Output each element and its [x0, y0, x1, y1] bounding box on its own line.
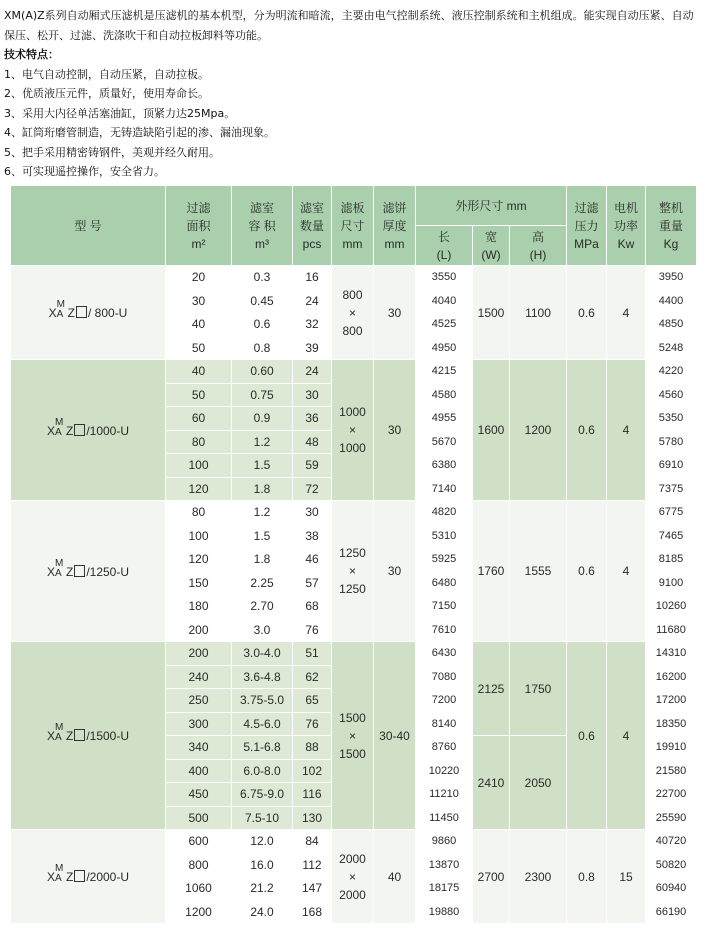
weight-cell: 7375	[646, 477, 697, 501]
header-weight: 整机 重量 Kg	[646, 186, 697, 266]
area-cell: 30	[166, 289, 232, 313]
area-cell: 340	[166, 736, 232, 760]
header-model: 型 号	[11, 186, 166, 266]
area-cell: 1200	[166, 900, 232, 924]
power-cell: 4	[607, 266, 646, 360]
count-cell: 36	[293, 407, 332, 431]
weight-cell: 40720	[646, 830, 697, 854]
length-cell: 8140	[416, 712, 473, 736]
area-cell: 300	[166, 712, 232, 736]
length-cell: 4215	[416, 360, 473, 384]
area-cell: 40	[166, 313, 232, 337]
length-cell: 10220	[416, 759, 473, 783]
weight-cell: 4220	[646, 360, 697, 384]
length-cell: 6380	[416, 454, 473, 478]
power-cell: 4	[607, 501, 646, 642]
header-row	[11, 186, 697, 226]
volume-cell: 2.25	[232, 571, 293, 595]
area-cell: 450	[166, 783, 232, 807]
volume-cell: 0.6	[232, 313, 293, 337]
count-cell: 116	[293, 783, 332, 807]
area-cell: 80	[166, 501, 232, 525]
height-cell: 2050	[510, 736, 567, 830]
feature-2: 2、优质液压元件，质量好，使用寿命长。	[4, 87, 209, 100]
count-cell: 48	[293, 430, 332, 454]
length-cell: 9860	[416, 830, 473, 854]
volume-cell: 4.5-6.0	[232, 712, 293, 736]
area-cell: 20	[166, 266, 232, 290]
count-cell: 46	[293, 548, 332, 572]
volume-cell: 24.0	[232, 900, 293, 924]
area-cell: 240	[166, 665, 232, 689]
pressure-cell: 0.6	[567, 266, 607, 360]
weight-cell: 4560	[646, 383, 697, 407]
volume-cell: 3.6-4.8	[232, 665, 293, 689]
height-cell: 1750	[510, 642, 567, 736]
length-cell: 7610	[416, 618, 473, 642]
weight-cell: 18350	[646, 712, 697, 736]
count-cell: 32	[293, 313, 332, 337]
intro-paragraph: XM(A)Z系列自动厢式压滤机是压滤机的基本机型，分为明流和暗流，主要由电气控制系统、液压控制系统和主机组成。能实现自动压紧、自动保压、松开、过滤、洗涤吹干和自动拉板卸料等功能。	[4, 9, 694, 42]
volume-cell: 0.60	[232, 360, 293, 384]
width-cell: 2700	[473, 830, 510, 924]
weight-cell: 9100	[646, 571, 697, 595]
box-symbol	[74, 870, 85, 882]
length-cell: 7080	[416, 665, 473, 689]
table-row	[11, 830, 697, 854]
volume-cell: 7.5-10	[232, 806, 293, 830]
weight-cell: 17200	[646, 689, 697, 713]
volume-cell: 0.75	[232, 383, 293, 407]
spec-table-body	[11, 266, 697, 924]
length-cell: 11210	[416, 783, 473, 807]
power-cell: 4	[607, 642, 646, 830]
weight-cell: 25590	[646, 806, 697, 830]
plate-size-cell: 800 × 800	[332, 266, 374, 360]
volume-cell: 1.2	[232, 501, 293, 525]
weight-cell: 50820	[646, 853, 697, 877]
intro-section	[4, 6, 704, 182]
length-cell: 8760	[416, 736, 473, 760]
header-power: 电机 功率 Kw	[607, 186, 646, 266]
box-symbol	[74, 729, 85, 741]
weight-cell: 5350	[646, 407, 697, 431]
pressure-cell: 0.6	[567, 501, 607, 642]
length-cell: 4820	[416, 501, 473, 525]
weight-cell: 10260	[646, 595, 697, 619]
weight-cell: 6910	[646, 454, 697, 478]
volume-cell: 2.70	[232, 595, 293, 619]
height-cell: 1100	[510, 266, 567, 360]
feature-3: 3、采用大内径单活塞油缸，顶紧力达25Mpa。	[4, 106, 236, 120]
weight-cell: 4850	[646, 313, 697, 337]
volume-cell: 5.1-6.8	[232, 736, 293, 760]
plate-size-cell: 1250 × 1250	[332, 501, 374, 642]
length-cell: 7200	[416, 689, 473, 713]
area-cell: 250	[166, 689, 232, 713]
feature-5: 5、把手采用精密铸钢件，美观并经久耐用。	[4, 145, 220, 159]
header-plate: 滤板 尺寸 mm	[332, 186, 374, 266]
weight-cell: 22700	[646, 783, 697, 807]
count-cell: 72	[293, 477, 332, 501]
feature-4: 4、缸筒珩磨管制造，无铸造缺陷引起的渗、漏油现象。	[4, 126, 275, 139]
area-cell: 1060	[166, 877, 232, 901]
area-cell: 800	[166, 853, 232, 877]
volume-cell: 3.0	[232, 618, 293, 642]
area-cell: 200	[166, 642, 232, 666]
area-cell: 40	[166, 360, 232, 384]
table-row	[11, 360, 697, 384]
area-cell: 600	[166, 830, 232, 854]
power-cell: 15	[607, 830, 646, 924]
pressure-cell: 0.6	[567, 360, 607, 501]
header-width: 宽 (W)	[473, 226, 510, 266]
volume-cell: 12.0	[232, 830, 293, 854]
length-cell: 3550	[416, 266, 473, 290]
count-cell: 57	[293, 571, 332, 595]
width-cell: 1760	[473, 501, 510, 642]
volume-cell: 1.8	[232, 548, 293, 572]
count-cell: 38	[293, 524, 332, 548]
count-cell: 30	[293, 501, 332, 525]
model-cell: X M A Z /1000-U	[11, 360, 166, 501]
length-cell: 18175	[416, 877, 473, 901]
weight-cell: 7465	[646, 524, 697, 548]
weight-cell: 8185	[646, 548, 697, 572]
area-cell: 80	[166, 430, 232, 454]
weight-cell: 21580	[646, 759, 697, 783]
volume-cell: 0.3	[232, 266, 293, 290]
area-cell: 50	[166, 383, 232, 407]
weight-cell: 11680	[646, 618, 697, 642]
width-cell: 1500	[473, 266, 510, 360]
header-pressure: 过滤 压力 MPa	[567, 186, 607, 266]
header-area: 过滤 面积 m²	[166, 186, 232, 266]
volume-cell: 1.5	[232, 524, 293, 548]
header-height: 高 (H)	[510, 226, 567, 266]
volume-cell: 1.5	[232, 454, 293, 478]
count-cell: 88	[293, 736, 332, 760]
volume-cell: 3.75-5.0	[232, 689, 293, 713]
volume-cell: 1.8	[232, 477, 293, 501]
table-row	[11, 266, 697, 290]
count-cell: 76	[293, 712, 332, 736]
cake-thickness-cell: 30-40	[374, 642, 416, 830]
count-cell: 65	[293, 689, 332, 713]
pressure-cell: 0.6	[567, 642, 607, 830]
weight-cell: 66190	[646, 900, 697, 924]
box-symbol	[74, 424, 85, 436]
pressure-cell: 0.8	[567, 830, 607, 924]
count-cell: 24	[293, 360, 332, 384]
header-length: 长 (L)	[416, 226, 473, 266]
volume-cell: 0.45	[232, 289, 293, 313]
area-cell: 200	[166, 618, 232, 642]
plate-size-cell: 2000 × 2000	[332, 830, 374, 924]
count-cell: 68	[293, 595, 332, 619]
box-symbol	[74, 565, 85, 577]
count-cell: 16	[293, 266, 332, 290]
count-cell: 30	[293, 383, 332, 407]
length-cell: 4950	[416, 336, 473, 360]
count-cell: 59	[293, 454, 332, 478]
area-cell: 120	[166, 548, 232, 572]
length-cell: 5670	[416, 430, 473, 454]
length-cell: 6480	[416, 571, 473, 595]
area-cell: 500	[166, 806, 232, 830]
count-cell: 39	[293, 336, 332, 360]
header-volume: 滤室 容 积 m³	[232, 186, 293, 266]
volume-cell: 6.0-8.0	[232, 759, 293, 783]
spec-table	[10, 185, 697, 924]
volume-cell: 16.0	[232, 853, 293, 877]
weight-cell: 5248	[646, 336, 697, 360]
area-cell: 50	[166, 336, 232, 360]
weight-cell: 19910	[646, 736, 697, 760]
volume-cell: 0.9	[232, 407, 293, 431]
count-cell: 24	[293, 289, 332, 313]
volume-cell: 6.75-9.0	[232, 783, 293, 807]
count-cell: 130	[293, 806, 332, 830]
area-cell: 100	[166, 524, 232, 548]
power-cell: 4	[607, 360, 646, 501]
header-dimensions: 外形尺寸 mm	[416, 186, 567, 226]
weight-cell: 3950	[646, 266, 697, 290]
width-cell: 2125	[473, 642, 510, 736]
weight-cell: 4400	[646, 289, 697, 313]
header-count: 滤室 数量 pcs	[293, 186, 332, 266]
table-row	[11, 501, 697, 525]
area-cell: 60	[166, 407, 232, 431]
count-cell: 102	[293, 759, 332, 783]
weight-cell: 5780	[646, 430, 697, 454]
cake-thickness-cell: 30	[374, 266, 416, 360]
length-cell: 11450	[416, 806, 473, 830]
length-cell: 5310	[416, 524, 473, 548]
count-cell: 84	[293, 830, 332, 854]
area-cell: 400	[166, 759, 232, 783]
length-cell: 7140	[416, 477, 473, 501]
volume-cell: 0.8	[232, 336, 293, 360]
length-cell: 7150	[416, 595, 473, 619]
model-cell: X M A Z / 800-U	[11, 266, 166, 360]
weight-cell: 14310	[646, 642, 697, 666]
count-cell: 168	[293, 900, 332, 924]
volume-cell: 3.0-4.0	[232, 642, 293, 666]
model-cell: X M A Z /2000-U	[11, 830, 166, 924]
length-cell: 4040	[416, 289, 473, 313]
length-cell: 5925	[416, 548, 473, 572]
area-cell: 180	[166, 595, 232, 619]
header-cake: 滤饼 厚度 mm	[374, 186, 416, 266]
count-cell: 51	[293, 642, 332, 666]
weight-cell: 60940	[646, 877, 697, 901]
width-cell: 1600	[473, 360, 510, 501]
length-cell: 4525	[416, 313, 473, 337]
width-cell: 2410	[473, 736, 510, 830]
height-cell: 2300	[510, 830, 567, 924]
count-cell: 76	[293, 618, 332, 642]
area-cell: 120	[166, 477, 232, 501]
volume-cell: 21.2	[232, 877, 293, 901]
plate-size-cell: 1500 × 1500	[332, 642, 374, 830]
count-cell: 147	[293, 877, 332, 901]
box-symbol	[76, 306, 87, 318]
cake-thickness-cell: 30	[374, 501, 416, 642]
height-cell: 1555	[510, 501, 567, 642]
count-cell: 112	[293, 853, 332, 877]
table-row	[11, 642, 697, 666]
height-cell: 1200	[510, 360, 567, 501]
length-cell: 6430	[416, 642, 473, 666]
length-cell: 19880	[416, 900, 473, 924]
volume-cell: 1.2	[232, 430, 293, 454]
model-cell: X M A Z /1500-U	[11, 642, 166, 830]
cake-thickness-cell: 30	[374, 360, 416, 501]
feature-6: 6、可实现遥控操作，安全省力。	[4, 165, 165, 178]
length-cell: 4580	[416, 383, 473, 407]
length-cell: 13870	[416, 853, 473, 877]
area-cell: 100	[166, 454, 232, 478]
weight-cell: 16200	[646, 665, 697, 689]
features-heading: 技术特点：	[4, 48, 59, 61]
weight-cell: 6775	[646, 501, 697, 525]
cake-thickness-cell: 40	[374, 830, 416, 924]
model-cell: X M A Z /1250-U	[11, 501, 166, 642]
area-cell: 150	[166, 571, 232, 595]
count-cell: 62	[293, 665, 332, 689]
plate-size-cell: 1000 × 1000	[332, 360, 374, 501]
length-cell: 4955	[416, 407, 473, 431]
feature-1: 1、电气自动控制，自动压紧，自动拉板。	[4, 67, 209, 81]
